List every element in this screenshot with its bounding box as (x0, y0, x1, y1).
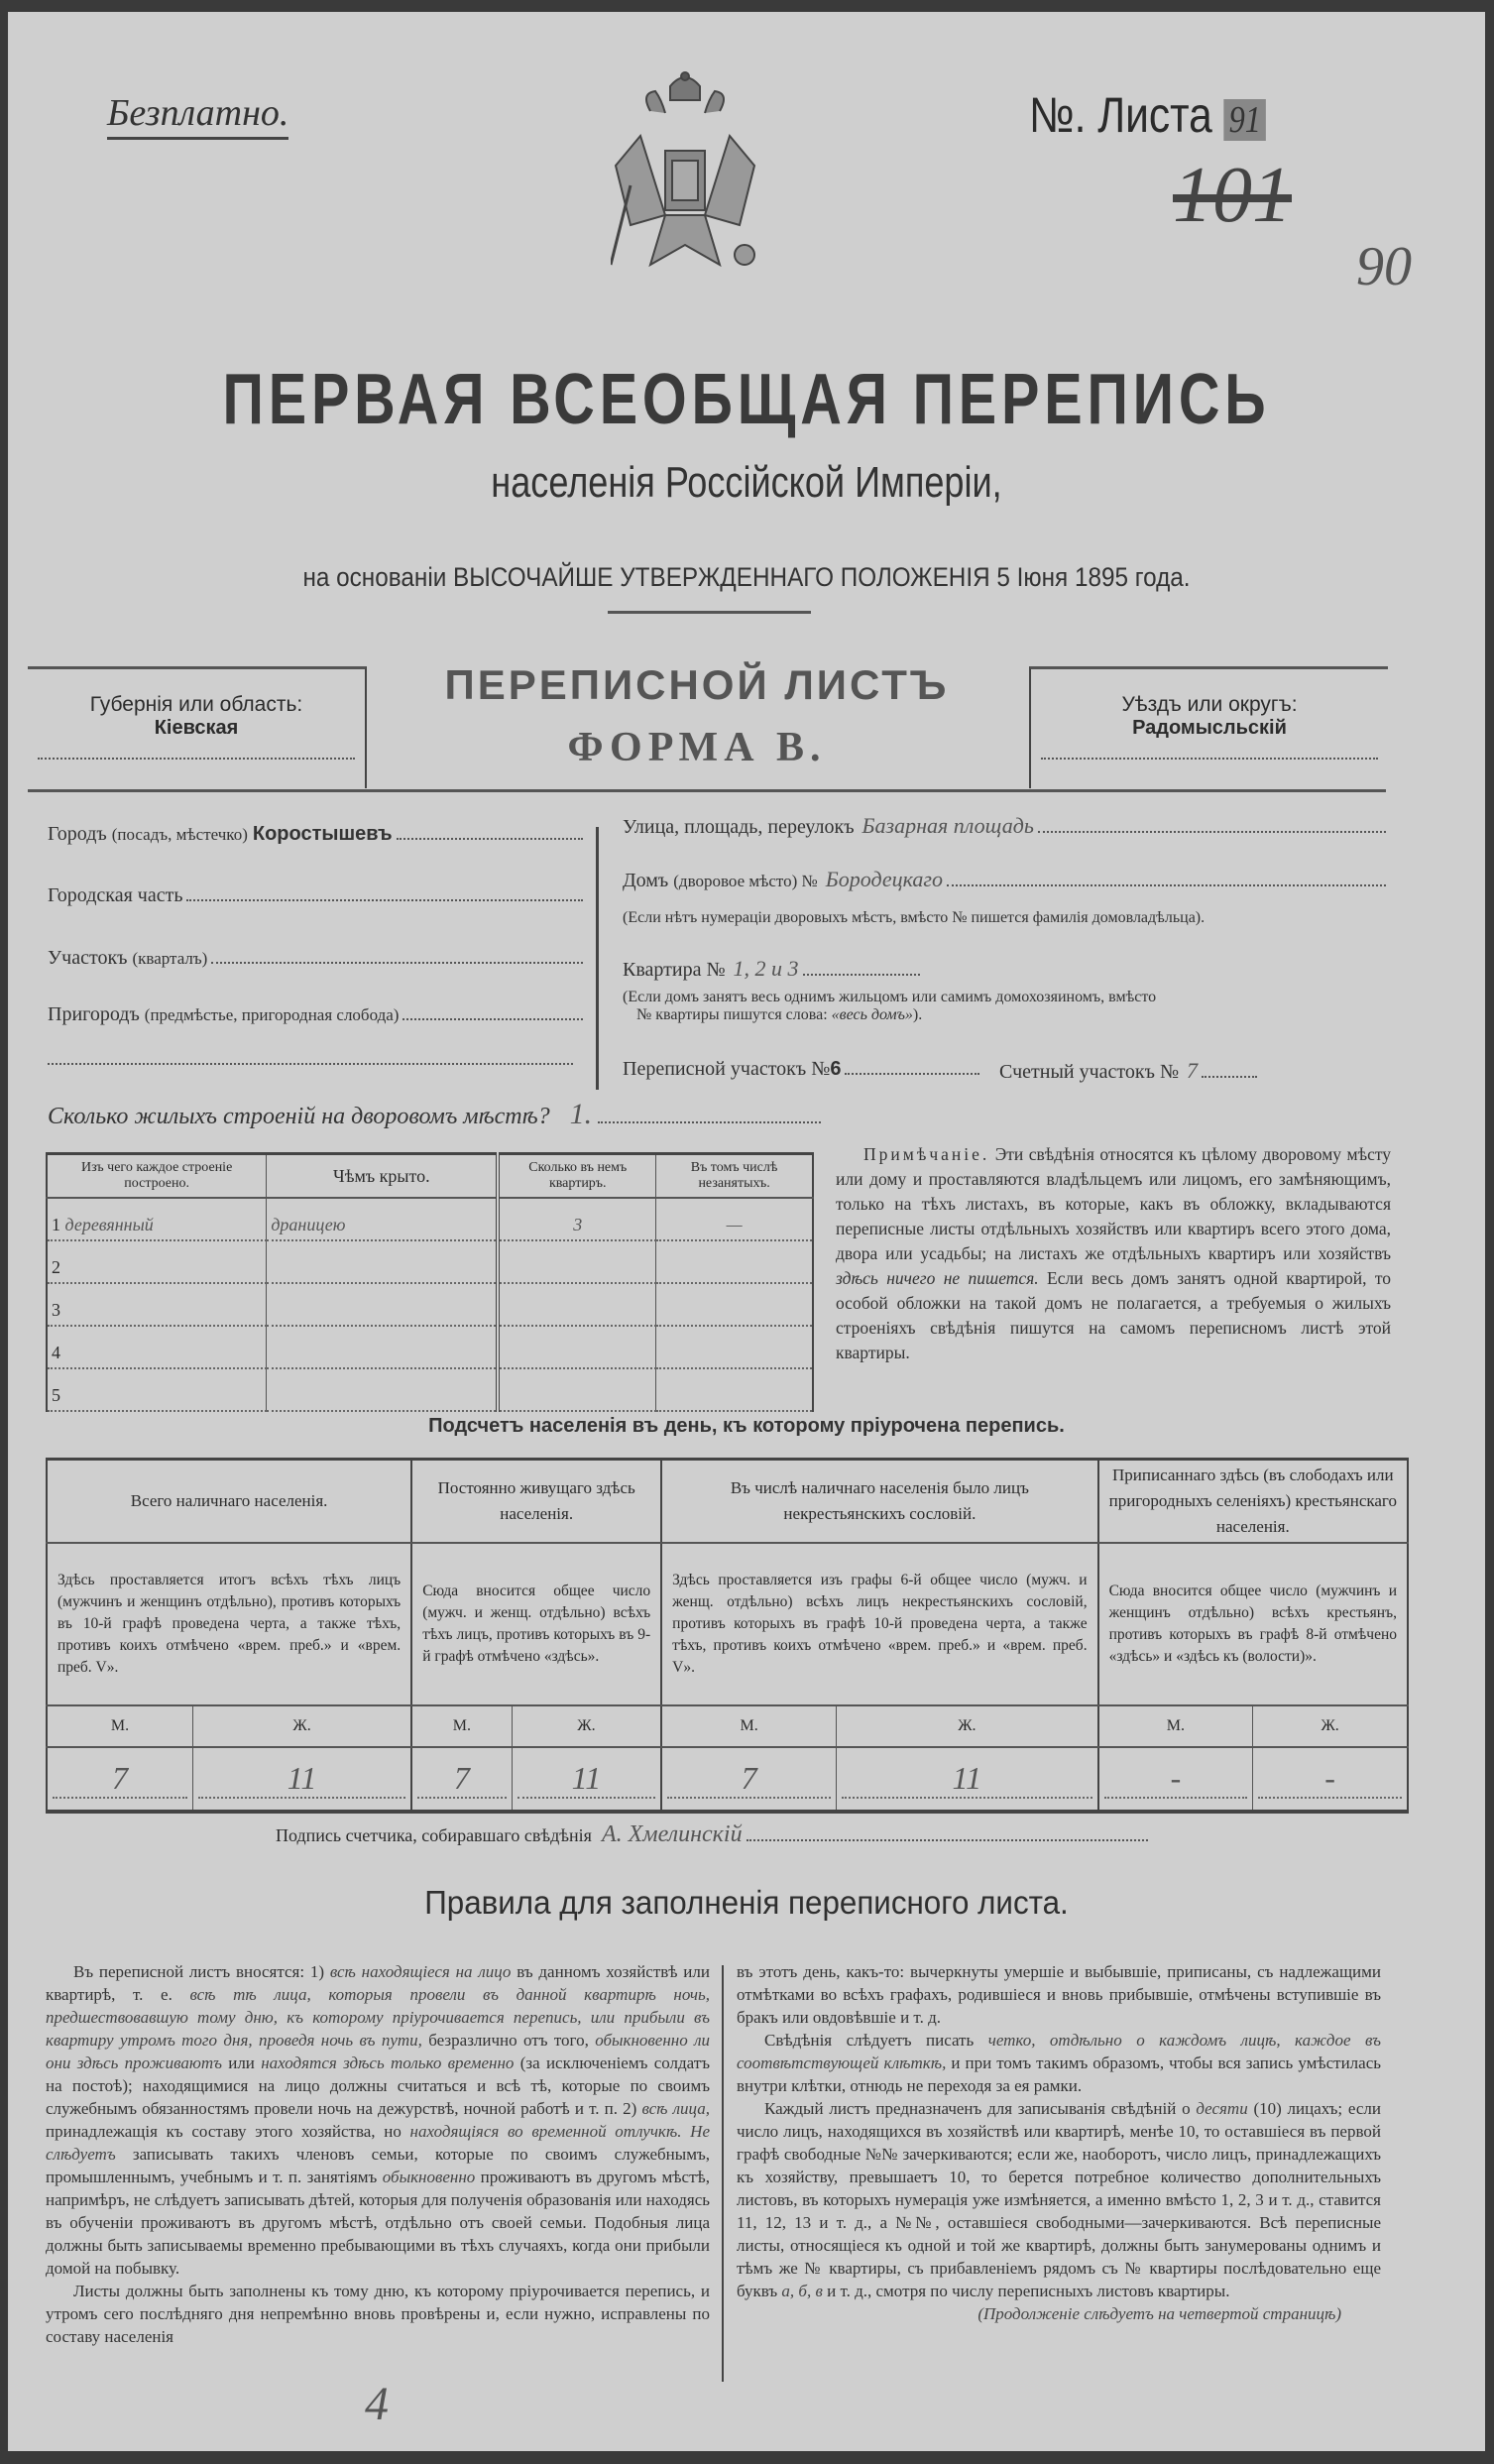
house-note: (Если нѣтъ нумераціи дворовыхъ мѣстъ, вмѣсто № пишется фамилія домовладѣльца). (623, 909, 1206, 926)
row-number: 1 (52, 1215, 60, 1234)
count-section-label: Счетный участокъ № (999, 1061, 1180, 1083)
count-section-field[interactable] (999, 1058, 1257, 1084)
page-title: ПЕРВАЯ ВСЕОБЩАЯ ПЕРЕПИСЬ (222, 360, 1271, 439)
female-label: Ж. (837, 1705, 1098, 1747)
column-header-apartments: Сколько въ немъ квартиръ. (498, 1154, 655, 1199)
male-label: М. (47, 1705, 193, 1747)
house-value: Бородецкаго (825, 867, 943, 891)
column-header-vacant: Въ томъ числѣ незанятыхъ. (656, 1154, 813, 1199)
district-value[interactable]: Радомысльскій (1132, 717, 1287, 739)
apartments-cell[interactable]: 3 (573, 1215, 583, 1234)
form-subtitle: ФОРМА В. (567, 725, 827, 770)
group-header-permanent: Постоянно живущаго здѣсь населенія. (411, 1460, 661, 1544)
header-divider (28, 789, 1386, 792)
total-male-value[interactable]: 7 (53, 1760, 187, 1799)
female-label: Ж. (512, 1705, 661, 1747)
apartment-note-end: ). (912, 1006, 923, 1023)
form-title: ПЕРЕПИСНОЙ ЛИСТЪ (444, 661, 950, 708)
male-label: М. (411, 1705, 512, 1747)
street-label: Улица, площадь, переулокъ (623, 816, 855, 838)
population-table (46, 1458, 1409, 1814)
female-label: Ж. (193, 1705, 412, 1747)
city-label: Городъ (48, 823, 107, 845)
vacant-cell[interactable]: — (726, 1215, 743, 1234)
census-section-label: Переписной участокъ № (623, 1058, 831, 1080)
female-label: Ж. (1253, 1705, 1408, 1747)
city-hint: (посадъ, мѣстечко) (111, 825, 248, 844)
suburb-field[interactable] (48, 1003, 583, 1026)
imperial-eagle-icon (611, 66, 759, 280)
peasant-male-value[interactable]: - (1104, 1760, 1248, 1799)
group-desc-non-peasant: Здѣсь проставляется изъ графы 6-й общее число (мужч. и женщ. отдѣльно) всѣхъ лицъ некрестьянскихъ сословій, противъ которыхъ въ графѣ 10-й проведена черта, а также тѣхъ, противъ коихъ отмѣчено «врем. преб.» и «врем. преб. V». (661, 1543, 1097, 1705)
row-number: 5 (52, 1385, 60, 1405)
archive-number-crossed: 101 (1173, 152, 1292, 239)
note-paragraph (836, 1142, 1391, 1365)
apartment-note-italic: «весь домъ» (831, 1006, 913, 1023)
census-form-page (8, 12, 1485, 2451)
sheet-number (1029, 86, 1266, 144)
ward-label: Участокъ (48, 947, 128, 969)
buildings-answer: 1. (569, 1098, 593, 1130)
province-label: Губернія или область: (89, 693, 303, 716)
page-mark: 4 (365, 2378, 389, 2430)
buildings-question[interactable] (48, 1098, 821, 1131)
count-section-value: 7 (1187, 1058, 1199, 1083)
ward-hint: (кварталъ) (132, 949, 208, 968)
free-of-charge-label: Безплатно. (107, 91, 288, 140)
group-desc-peasant: Сюда вносится общее число (мужчинъ и женщинъ отдѣльно) всѣхъ крестьянъ, противъ которыхъ въ графѣ 8-й отмѣчено «здѣсь» и «здѣсь къ (волости)». (1098, 1543, 1408, 1705)
legal-basis: на основаніи ВЫСОЧАЙШЕ УТВЕРЖДЕННАГО ПОЛОЖЕНІЯ 5 Іюня 1895 года. (302, 562, 1191, 592)
male-label: М. (661, 1705, 836, 1747)
province-value[interactable]: Кіевская (154, 717, 239, 739)
sheet-number-value: 91 (1224, 99, 1267, 141)
house-hint: (дворовое мѣсто) № (673, 872, 818, 890)
table-row (47, 1326, 813, 1368)
group-header-non-peasant: Въ числѣ наличнаго населенія было лицъ некрестьянскихъ сословій. (661, 1460, 1097, 1544)
table-row (47, 1368, 813, 1411)
buildings-question-label: Сколько жилыхъ строеній на дворовомъ мѣстѣ? (48, 1104, 550, 1129)
house-label: Домъ (623, 870, 669, 891)
census-section-field[interactable] (623, 1058, 979, 1081)
note-text-2: Если весь домъ занятъ одной квартирой, то особой обложки на такой домъ не полагается, а требуемыя о жилыхъ строеніяхъ свѣдѣнія пишутся на самомъ переписномъ листѣ этой квартиры. (836, 1268, 1391, 1362)
census-section-value: 6 (830, 1058, 842, 1080)
rules-title: Правила для заполненія переписного листа. (424, 1884, 1069, 1921)
population-count-title: Подсчетъ населенія въ день, къ которому пріурочена перепись. (428, 1415, 1065, 1437)
table-row (47, 1283, 813, 1326)
non-peasant-male-value[interactable]: 7 (667, 1760, 831, 1799)
suburb-hint: (предмѣстье, пригородная слобода) (144, 1005, 400, 1024)
suburb-label: Пригородъ (48, 1003, 140, 1025)
rules-right-column (737, 1960, 1381, 2325)
row-number: 3 (52, 1300, 60, 1320)
apartment-label: Квартира № (623, 959, 726, 981)
city-part-field[interactable] (48, 884, 583, 907)
row-number: 4 (52, 1343, 60, 1362)
permanent-female-value[interactable]: 11 (517, 1760, 656, 1799)
apartment-value: 1, 2 и 3 (733, 956, 799, 981)
material-cell[interactable]: деревянный (64, 1215, 154, 1234)
note-lead: Примѣчаніе. (863, 1144, 990, 1164)
city-value: Коростышевъ (252, 823, 393, 845)
archive-number: 90 (1356, 236, 1412, 297)
note-text-1: Эти свѣдѣнія относятся къ цѣлому дворовому мѣсту или дому и проставляются владѣльцемъ или лицомъ, его замѣняющимъ, только на тѣхъ листахъ, въ которые, какъ въ обложку, вкладываются переписные листы отдѣльныхъ хозяйствъ или квартиръ всего этого дома, двора или усадьбы; на листахъ же отдѣльныхъ квартиръ или хозяйствъ (836, 1144, 1391, 1263)
table-row (47, 1198, 813, 1240)
continuation-note: (Продолженіе слѣдуетъ на четвертой страницѣ) (977, 2304, 1341, 2323)
sheet-number-label: №. Листа (1029, 87, 1212, 143)
apartment-note-line2: № квартиры пишутся слова: (636, 1006, 828, 1023)
province-line (38, 758, 355, 760)
blank-line[interactable] (48, 1063, 573, 1065)
signature-value: А. Хмелинскій (601, 1821, 743, 1847)
district-line (1041, 758, 1378, 760)
buildings-table (46, 1152, 814, 1412)
table-row (47, 1240, 813, 1283)
column-header-roof: Чѣмъ крыто. (267, 1154, 498, 1199)
house-field[interactable] (623, 867, 1386, 892)
apartment-note (623, 989, 1386, 1024)
group-desc-permanent: Сюда вносится общее число (мужч. и женщ. отдѣльно) всѣхъ тѣхъ лицъ, противъ которыхъ въ 9-й графѣ отмѣчено «здѣсь». (411, 1543, 661, 1705)
group-desc-total: Здѣсь проставляется итогъ всѣхъ тѣхъ лицъ (мужчинъ и женщинъ отдѣльно), противъ которыхъ въ 10-й графѣ проведена черта, а также тѣхъ, противъ коихъ отмѣчено «врем. преб.» и «врем. преб. V». (47, 1543, 411, 1705)
street-field[interactable] (623, 813, 1386, 839)
roof-cell[interactable]: драницею (271, 1215, 346, 1234)
group-header-peasant: Приписаннаго здѣсь (въ слободахъ или пригородныхъ селеніяхъ) крестьянскаго населенія. (1098, 1460, 1408, 1544)
male-label: М. (1098, 1705, 1253, 1747)
total-female-value[interactable]: 11 (198, 1760, 405, 1799)
district-box (1029, 666, 1388, 788)
rules-left-column: Въ переписной листъ вносятся: 1) всѣ находящіеся на лицо въ данномъ хозяйствѣ или квартирѣ, т. е. всѣ тѣ лица, которыя провели въ данной квартирѣ ночь, предшествовавшую тому дню, къ которому пріурочивается перепись, или прибыли въ квартиру утромъ того дня, проведя ночь въ пути, безразлично отъ того, обыкновенно ли они здѣсь проживаютъ или находятся здѣсь только временно (за исключеніемъ солдатъ на постоѣ); находящимися на лицо должны считаться и всѣ тѣ, которые по своимъ служебнымъ обязанностямъ провели ночь на дежурствѣ, ночной работѣ и т. п. 2) всѣ лица, принадлежащія къ составу этого хозяйства, но находящіяся во временной отлучкѣ. Не слѣдуетъ записывать такихъ членовъ семьи, которые по своимъ служебнымъ, промышленнымъ, учебнымъ и т. п. занятіямъ обыкновенно проживаютъ въ другомъ мѣстѣ, напримѣръ, не слѣдуетъ записывать дѣтей, которыя для полученія образованія или находясь въ обученіи проживаютъ въ другомъ мѣстѣ, отдѣльно отъ своей семьи. Подобныя лица должны быть записываемы временно пребывающими въ тѣхъ случаяхъ, когда они прибыли домой на побывку. Листы должны быть заполнены къ тому дню, къ которому пріурочивается перепись, и утромъ сего послѣдняго дня непремѣнно вновь провѣрены и, если нужно, исправлены по составу населенія (46, 1962, 710, 2346)
ward-field[interactable] (48, 947, 583, 970)
city-field[interactable] (48, 823, 583, 846)
group-header-total: Всего наличнаго населенія. (47, 1460, 411, 1544)
district-label: Уѣздъ или округъ: (1121, 693, 1298, 716)
permanent-male-value[interactable]: 7 (417, 1760, 506, 1799)
divider (608, 611, 811, 614)
street-value: Базарная площадь (862, 813, 1034, 838)
column-divider (722, 1965, 724, 2382)
apartment-field[interactable] (623, 956, 920, 982)
row-number: 2 (52, 1257, 60, 1277)
vertical-divider (596, 827, 599, 1090)
apartment-note-line1: (Если домъ занятъ весь однимъ жильцомъ или самимъ домохозяиномъ, вмѣсто (623, 989, 1157, 1005)
city-part-label: Городская часть (48, 884, 183, 906)
rules-right-text: въ этотъ день, какъ-то: вычеркнуты умершіе и выбывшіе, приписаны, съ надлежащими отмѣтками во всѣхъ графахъ, родившіеся и вновь прибывшіе, отмѣчены вступившіе въ бракъ или овдовѣвшіе и т. д. Свѣдѣнія слѣдуетъ писать четко, отдѣльно о каждомъ лицѣ, каждое въ соотвѣтствующей клѣткѣ, и при томъ такимъ образомъ, чтобы вся запись умѣстилась внутри клѣтки, отнюдь не переходя за ея рамки. Каждый листъ предназначенъ для записыванія свѣдѣній о десяти (10) лицахъ; если число лицъ, находящихся въ хозяйствѣ или квартирѣ, менѣе 10, то оставшіеся въ первой графѣ свободные №№ зачеркиваются; если же, наоборотъ, число лицъ, принадлежащихъ къ хозяйству, превышаетъ 10, то берется потребное количество дополнительныхъ листовъ, въ которыхъ нумерація уже измѣняется, а именно вмѣсто 1, 2, 3 и т. д., ставится 11, 12, 13 и т. д., а №№, оставшіеся свободными—зачеркиваются. Всѣ переписные листы, относящіеся къ одной и той же квартирѣ, должны быть занумерованы однимъ и тѣмъ же № квартиры, съ прибавленіемъ рядомъ съ № квартиры послѣдовательно еще буквъ а, б, в и т. д., смотря по числу переписныхъ листовъ квартиры. (737, 1962, 1381, 2300)
signature-label: Подпись счетчика, собиравшаго свѣдѣнія (276, 1825, 592, 1845)
column-header-material: Изъ чего каждое строеніе построено. (47, 1154, 267, 1199)
province-box (28, 666, 367, 788)
peasant-female-value[interactable]: - (1258, 1760, 1402, 1799)
note-italic: здѣсь ничего не пишется. (836, 1268, 1039, 1288)
non-peasant-female-value[interactable]: 11 (842, 1760, 1092, 1799)
enumerator-signature-field[interactable] (276, 1821, 1148, 1848)
page-subtitle: населенія Россійской Имперіи, (491, 458, 1002, 507)
